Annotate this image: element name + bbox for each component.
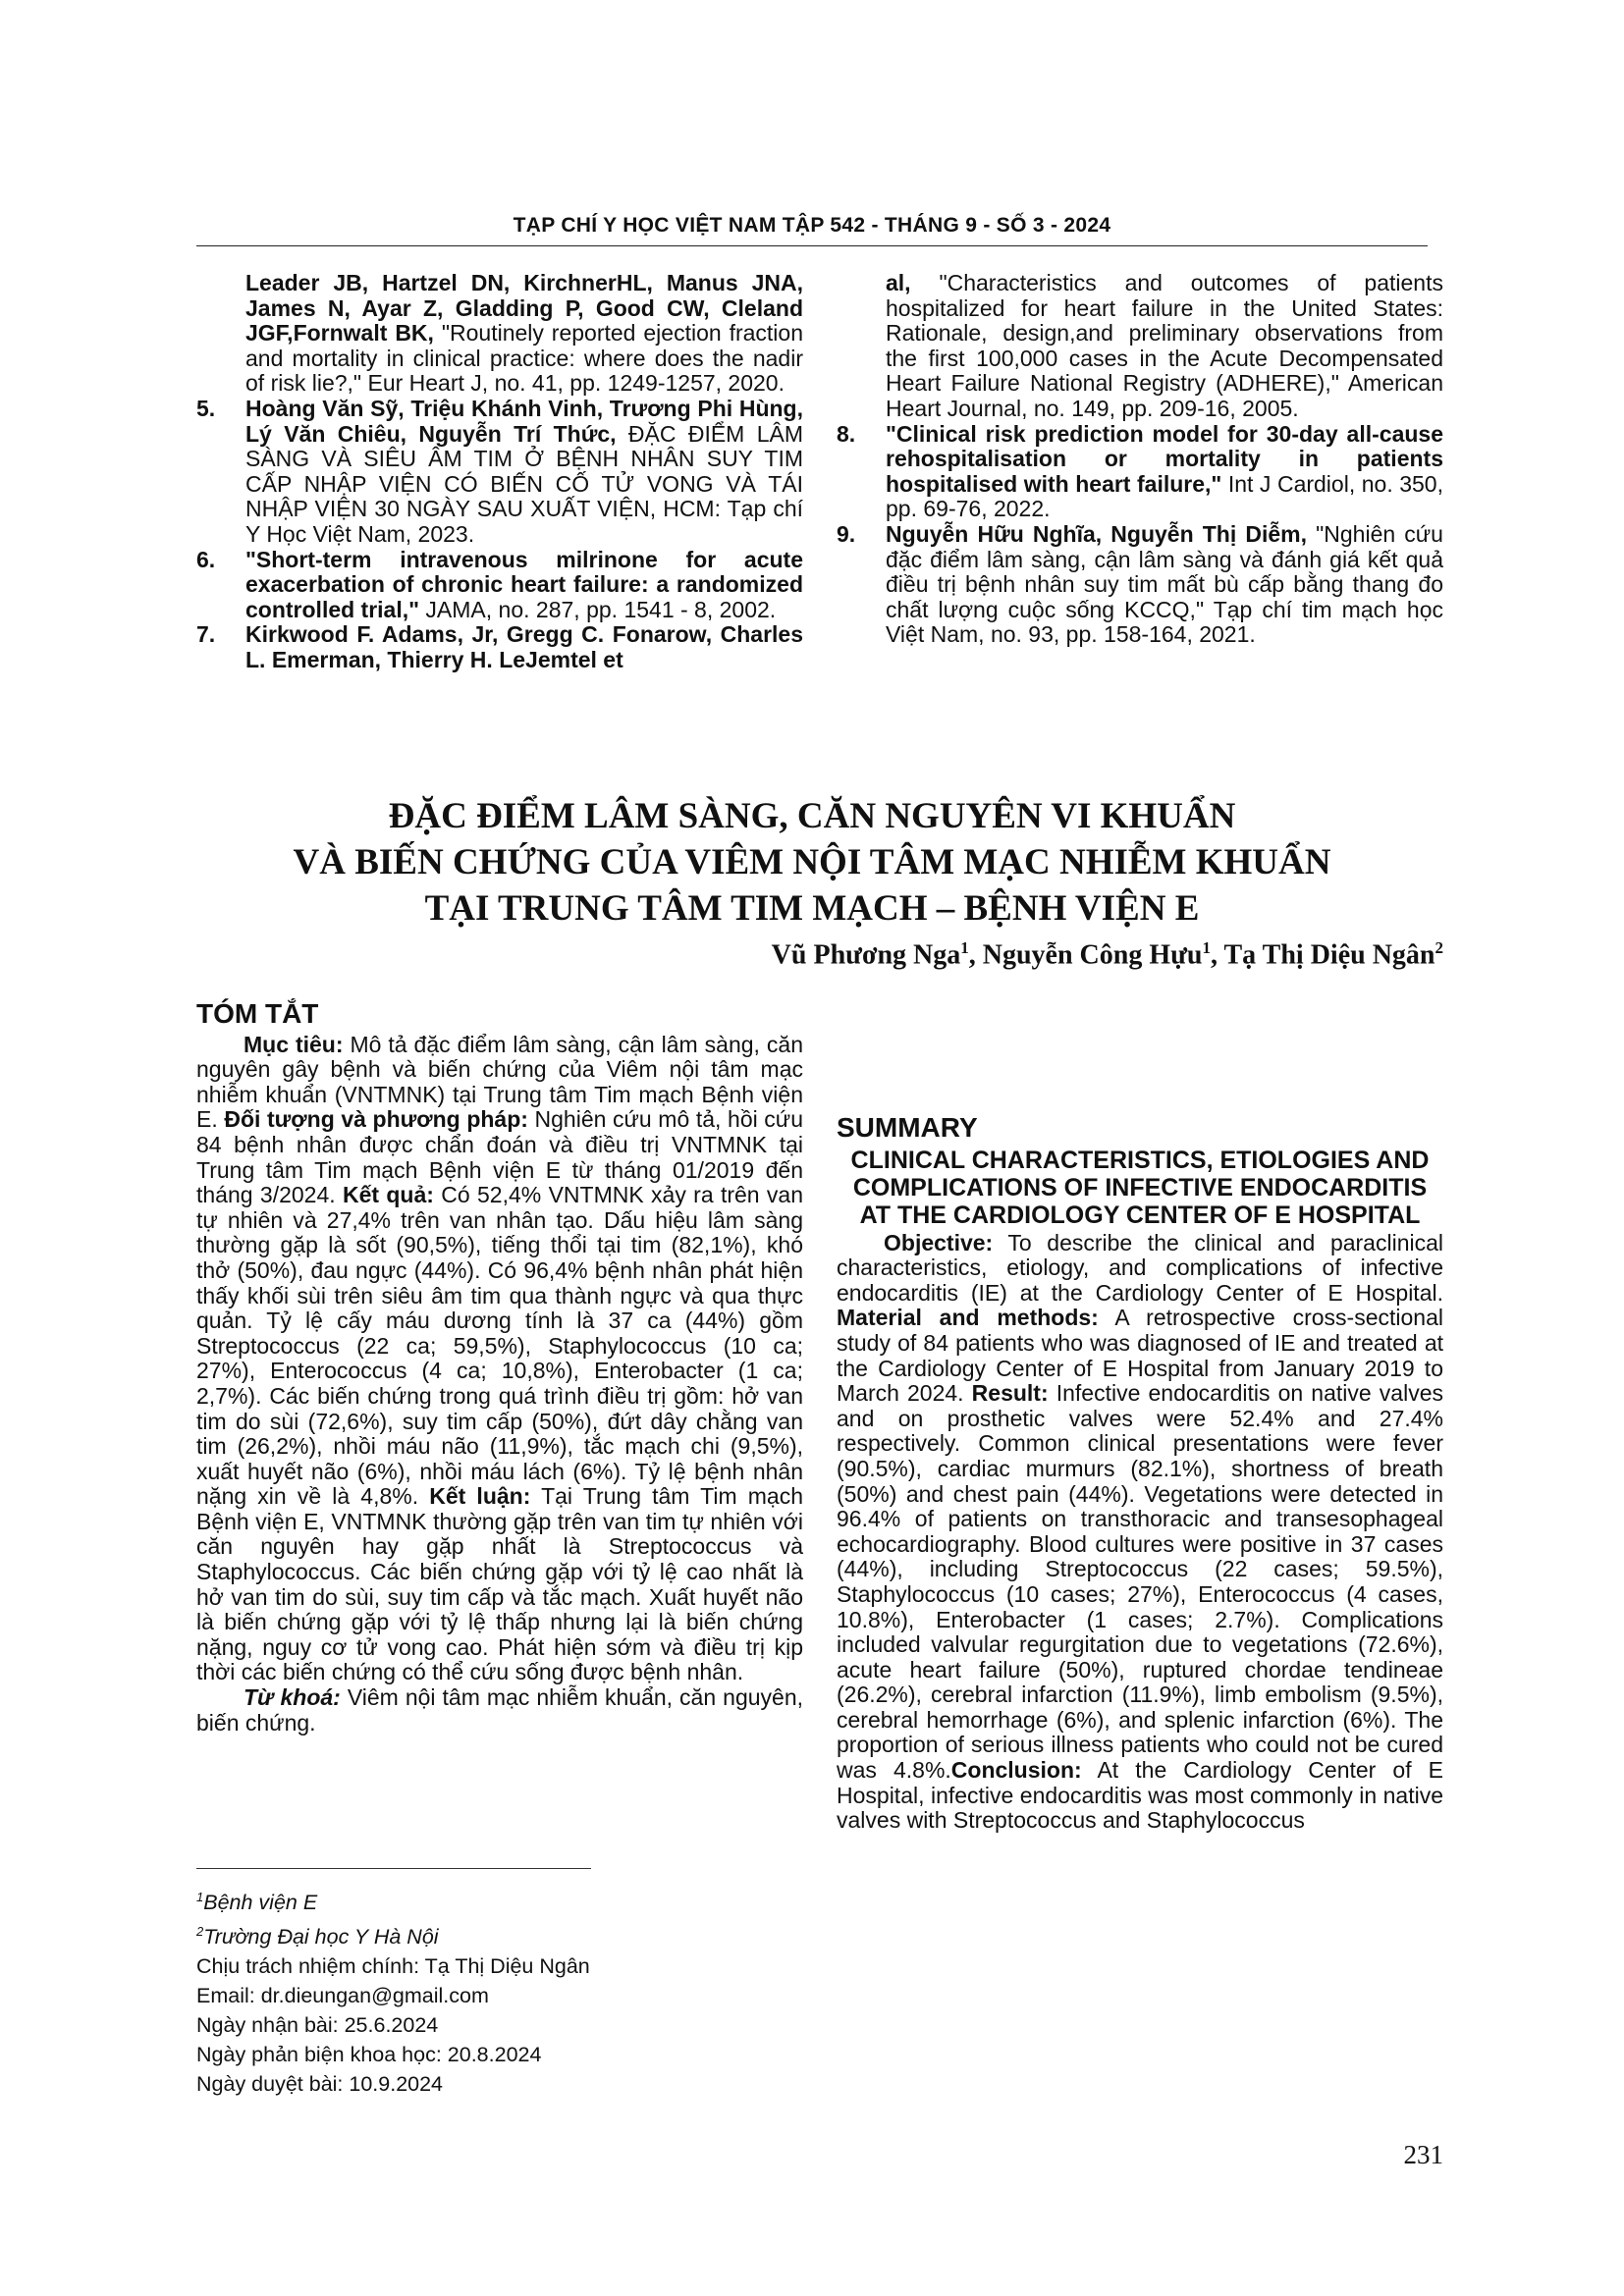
- abstract-vietnamese: [196, 998, 804, 1735]
- reference-authors: Leader JB, Hartzel DN, KirchnerHL, Manus JNA, James N, Ayar Z, Gladding P, Good CW, Cleland JGF,Fornwalt BK,: [245, 270, 803, 347]
- conclusion-label: Conclusion:: [950, 1757, 1082, 1784]
- affiliation-text: Bệnh viện E: [203, 1891, 318, 1915]
- article-title-line: VÀ BIẾN CHỨNG CỦA VIÊM NỘI TÂM MẠC NHIỄM KHUẨN: [293, 842, 1331, 882]
- summary-title: CLINICAL CHARACTERISTICS, ETIOLOGIES AND COMPLICATIONS OF INFECTIVE ENDOCARDITIS AT THE CARDIOLOGY CENTER OF E HOSPITAL: [850, 1146, 1430, 1229]
- references-right-column: [837, 271, 1443, 648]
- reference-authors: Nguyễn Hữu Nghĩa, Nguyễn Thị Diễm,: [886, 520, 1307, 547]
- reference-number: 5.: [196, 395, 216, 421]
- abstract-body: [196, 1033, 803, 1685]
- affiliation-2: [196, 1917, 803, 1951]
- author-name: Nguyễn Công Hựu: [982, 939, 1203, 971]
- journal-header: TẠP CHÍ Y HỌC VIỆT NAM TẬP 542 - THÁNG 9 - SỐ 3 - 2024: [513, 214, 1111, 237]
- reference-authors: Hoàng Văn Sỹ, Triệu Khánh Vinh, Trương Phi Hùng, Lý Văn Chiêu, Nguyễn Trí Thức,: [245, 395, 803, 447]
- abstract-heading: TÓM TẮT: [196, 998, 319, 1029]
- results-text: Infective endocarditis on native valves and on prosthetic valves were 52.4% and 27.4% respectively. Common clinical presentations were fever (90.5%), cardiac murmurs (82.1%), shortness of breath (50%) and chest pain (44%). Vegetations were detected in 96.4% of patients on transthoracic and transesophageal echocardiography. Blood cultures were positive in 37 cases (44%), including Streptococcus (22 cases; 59.5%), Staphylococcus (10 cases; 27%), Enterococcus (4 cases, 10.8%), Enterobacter (1 cases; 2.7%). Complications included valvular regurgitation due to vegetations (72.6%), acute heart failure (50%), ruptured chordae tendineae (26.2%), cerebral infarction (11.9%), limb embolism (9.5%), cerebral hemorrhage (6%), and splenic infarction (6%). The proportion of serious illness patients who could not be cured was 4.8%.: [837, 1380, 1443, 1784]
- conclusion-label: Kết luận:: [429, 1483, 531, 1510]
- abstract-overflow-spacer: [837, 1001, 1443, 1115]
- reference-details: Int J Cardiol, no. 350, pp. 69-76, 2022.: [886, 470, 1443, 522]
- reference-details: JAMA, no. 287, pp. 1541 - 8, 2002.: [419, 596, 777, 622]
- author-separator: ,: [1211, 939, 1224, 971]
- reference-item: [196, 548, 803, 623]
- reference-item-continued: [837, 271, 1443, 422]
- keywords-label: Từ khoá:: [244, 1684, 341, 1711]
- results-label: Kết quả:: [342, 1182, 434, 1208]
- keywords: [196, 1685, 803, 1735]
- author-separator: ,: [968, 939, 983, 971]
- reviewed-date: Ngày phản biện khoa học: 20.8.2024: [196, 2043, 542, 2067]
- reference-number: 9.: [837, 520, 856, 547]
- reference-item: [196, 397, 803, 548]
- page-number: 231: [1403, 2140, 1443, 2169]
- conclusion-text: At the Cardiology Center of E Hospital, infective endocarditis was most commonly in native valves with Streptococcus and Staphylococcus: [837, 1757, 1443, 1834]
- reference-number: 8.: [837, 420, 856, 447]
- affiliation-mark: 2: [196, 1924, 204, 1940]
- article-title-line: ĐẶC ĐIỂM LÂM SÀNG, CĂN NGUYÊN VI KHUẨN: [388, 796, 1236, 836]
- article-title-line: TẠI TRUNG TÂM TIM MẠCH – BỆNH VIỆN E: [424, 888, 1200, 929]
- reference-title: "Short-term intravenous milrinone for acute exacerbation of chronic heart failure: a randomized controlled trial,": [245, 546, 803, 622]
- conclusion-text: Tại Trung tâm Tim mạch Bệnh viện E, VNTMNK thường gặp trên van tim tự nhiên với căn nguyên hay gặp nhất là Streptococcus và Staphylococcus. Các biến chứng gặp với tỷ lệ cao nhất là hở van tim do sùi, suy tim cấp và tắc mạch. Xuất huyết não là biến chứng gặp với tỷ lệ thấp nhưng lại là biến chứng nặng, nguy cơ tử vong cao. Phát hiện sớm và điều trị kịp thời các biến chứng có thể cứu sống được bệnh nhân.: [196, 1483, 804, 1685]
- methods-label: Đối tượng và phương pháp:: [224, 1106, 528, 1133]
- affiliation-mark: 1: [196, 1890, 204, 1904]
- reference-item: [837, 422, 1443, 522]
- accepted-date: Ngày duyệt bài: 10.9.2024: [196, 2072, 444, 2097]
- reference-details: "Characteristics and outcomes of patients hospitalized for heart failure in the United States: Rationale, design,and preliminary observations from the first 100,000 cases in the Acute Decompensated Heart Failure National Registry (ADHERE)," American Heart Journal, no. 149, pp. 209-16, 2005.: [886, 270, 1443, 421]
- reference-authors: Kirkwood F. Adams, Jr, Gregg C. Fonarow, Charles L. Emerman, Thierry H. LeJemtel et: [245, 621, 803, 672]
- article-title: [196, 793, 1428, 932]
- reference-number: 6.: [196, 546, 216, 572]
- footnotes: [196, 1883, 803, 2099]
- reference-item: [837, 522, 1443, 648]
- reference-number: 7.: [196, 621, 216, 648]
- reference-details: "Nghiên cứu đặc điểm lâm sàng, cận lâm sàng và đánh giá kết quả điều trị bệnh nhân suy tim mất bù cấp bằng thang đo chất lượng cuộc sống KCCQ," Tạp chí tim mạch học Việt Nam, no. 93, pp. 158-164, 2021.: [886, 520, 1443, 648]
- objective-label: Objective:: [884, 1229, 994, 1255]
- header-rule: [196, 245, 1428, 246]
- reference-item: [196, 271, 803, 397]
- summary-heading: SUMMARY: [837, 1112, 978, 1143]
- results-label: Result:: [971, 1380, 1049, 1407]
- affiliation-text: Trường Đại học Y Hà Nội: [203, 1925, 439, 1949]
- objective-label: Mục tiêu:: [244, 1031, 344, 1057]
- author-list: [772, 938, 1443, 971]
- reference-title: "Clinical risk prediction model for 30-day all-cause rehospitalisation or mortality in patients hospitalised with heart failure,": [886, 420, 1443, 497]
- methods-label: Material and methods:: [837, 1305, 1099, 1331]
- summary-english: [837, 1001, 1443, 1834]
- objective-text: To describe the clinical and paraclinical characteristics, etiology, and complications of infective endocarditis (IE) at the Cardiology Center of E Hospital.: [837, 1229, 1443, 1306]
- methods-text: Nghiên cứu mô tả, hồi cứu 84 bệnh nhân được chẩn đoán và điều trị VNTMNK tại Trung tâm Tim mạch Bệnh viện E từ tháng 01/2019 đến tháng 3/2024.: [196, 1106, 804, 1208]
- objective-text: Mô tả đặc điểm lâm sàng, cận lâm sàng, căn nguyên gây bệnh và biến chứng của Viêm nội tâm mạc nhiễm khuẩn (VNTMNK) tại Trung tâm Tim mạch Bệnh viện E.: [196, 1031, 803, 1133]
- reference-details: "Routinely reported ejection fraction and mortality in clinical practice: where does the nadir of risk lie?," Eur Heart J, no. 41, pp. 1249-1257, 2020.: [245, 320, 804, 397]
- keywords-text: Viêm nội tâm mạc nhiễm khuẩn, căn nguyên, biến chứng.: [196, 1684, 803, 1735]
- methods-text: A retrospective cross-sectional study of 84 patients who was diagnosed of IE and treated at the Cardiology Center of E Hospital from January 2019 to March 2024.: [837, 1305, 1443, 1407]
- author-affiliation-mark: 2: [1435, 938, 1443, 957]
- references-left-column: [196, 271, 803, 673]
- reference-details: ĐẶC ĐIỂM LÂM SÀNG VÀ SIÊU ÂM TIM Ở BỆNH NHÂN SUY TIM CẤP NHẬP VIỆN CÓ BIẾN CỐ TỬ VONG VÀ TÁI NHẬP VIỆN 30 NGÀY SAU XUẤT VIỆN, HCM: Tạp chí Y Học Việt Nam, 2023.: [245, 420, 803, 547]
- corresponding-email: Email: dr.dieungan@gmail.com: [196, 1984, 489, 2008]
- summary-body: [837, 1231, 1443, 1834]
- author-name: Vũ Phương Nga: [771, 939, 961, 971]
- corresponding-author: Chịu trách nhiệm chính: Tạ Thị Diệu Ngân: [196, 1954, 590, 1979]
- author-affiliation-mark: 1: [960, 938, 969, 957]
- footnote-rule: [196, 1868, 591, 1869]
- author-affiliation-mark: 1: [1202, 938, 1211, 957]
- results-text: Có 52,4% VNTMNK xảy ra trên van tự nhiên và 27,4% trên van nhân tạo. Dấu hiệu lâm sàng thường gặp là sốt (90,5%), tiếng thổi tại tim (82,1%), khó thở (50%), đau ngực (44%). Có 96,4% bệnh nhân phát hiện thấy khối sùi trên siêu âm tim qua thành ngực và qua thực quản. Tỷ lệ cấy máu dương tính là 37 ca (44%) gồm Streptococcus (22 ca; 59,5%), Staphylococcus (10 ca; 27%), Enterococcus (4 ca; 10,8%), Enterobacter (1 ca; 2,7%). Các biến chứng trong quá trình điều trị gồm: hở van tim do sùi (72,6%), suy tim cấp (50%), đứt dây chằng van tim (26,2%), nhồi máu não (11,9%), tắc mạch chi (9,5%), xuất huyết não (6%), nhồi máu lách (6%). Tỷ lệ bệnh nhân nặng xin về là 4,8%.: [196, 1182, 804, 1510]
- author-name: Tạ Thị Diệu Ngân: [1223, 939, 1435, 971]
- received-date: Ngày nhận bài: 25.6.2024: [196, 2013, 439, 2038]
- affiliation-1: [196, 1883, 803, 1917]
- reference-authors: al,: [886, 270, 911, 295]
- reference-item: [196, 622, 803, 672]
